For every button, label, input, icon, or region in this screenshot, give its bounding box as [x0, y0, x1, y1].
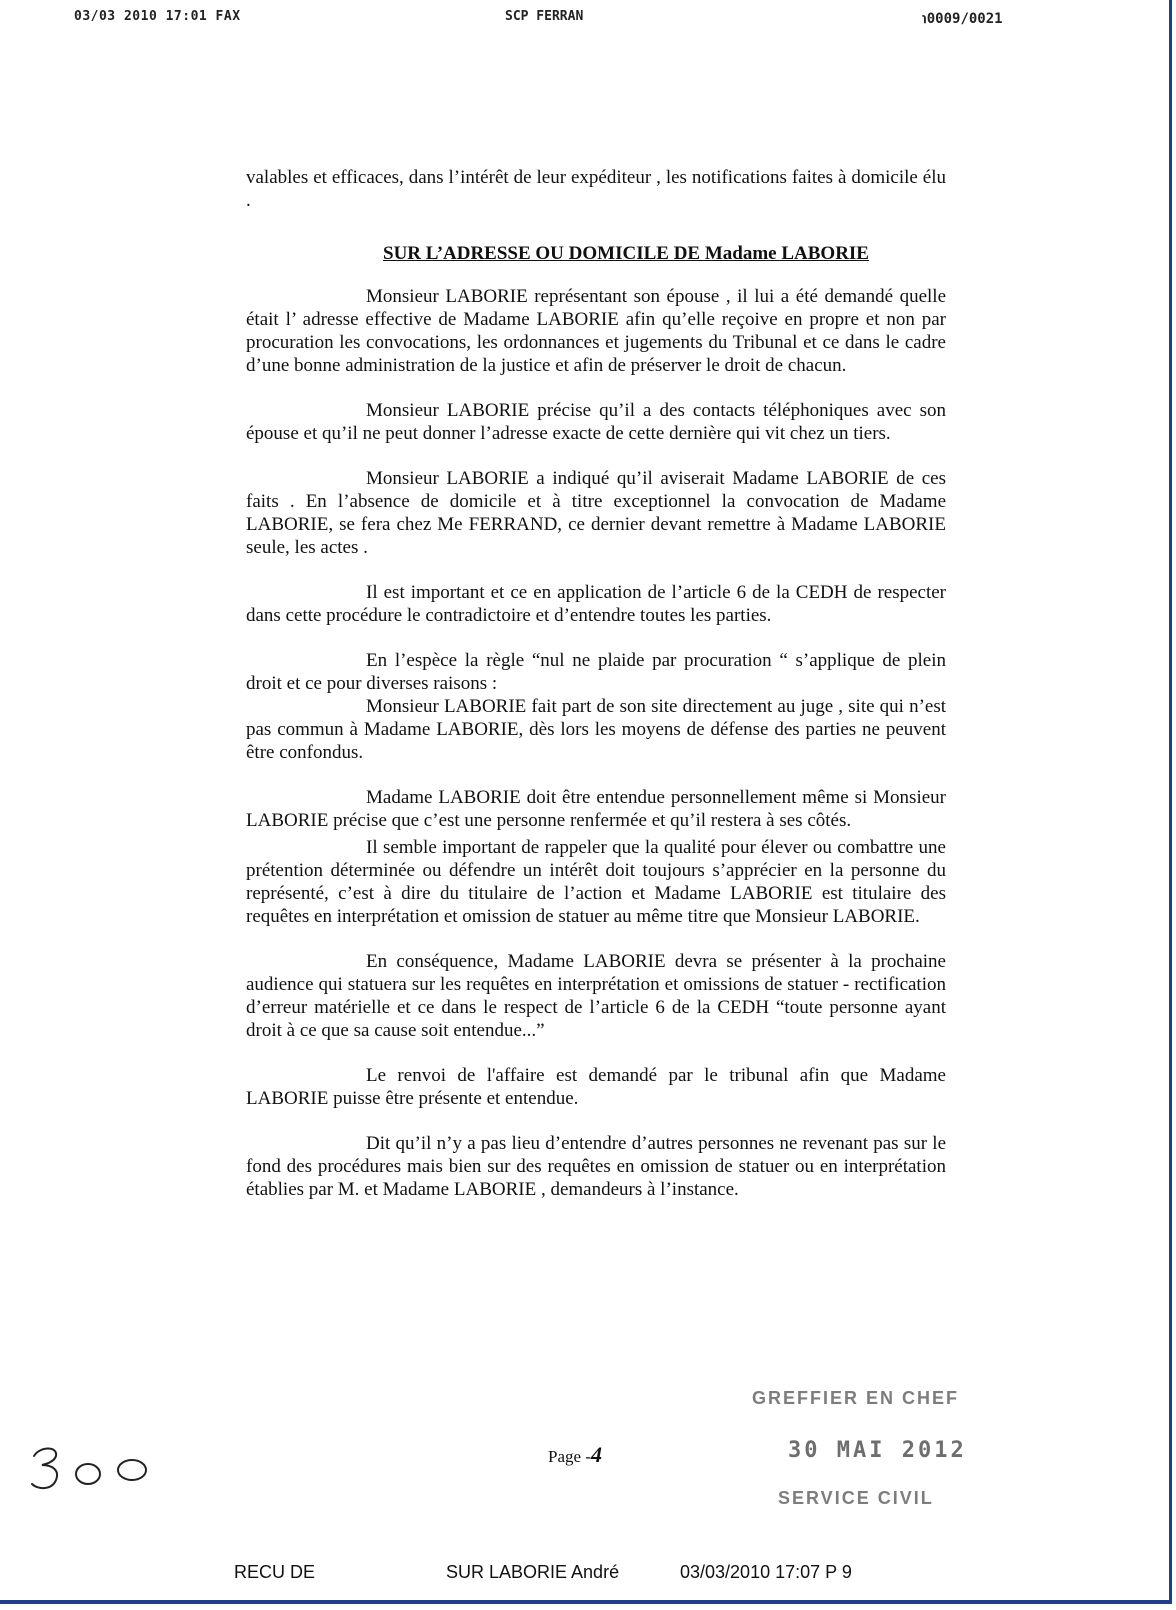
stamp-greffier: GREFFIER EN CHEF [752, 1388, 960, 1408]
section-heading: SUR L’ADRESSE OU DOMICILE DE Madame LABORIE [383, 243, 869, 264]
paragraph: Il est important et ce en application de l’article 6 de la CEDH de respecter dans cette procédure le contradictoire et d’entendre toutes les parties. [246, 582, 946, 626]
paragraph: En conséquence, Madame LABORIE devra se présenter à la prochaine audience qui statuera sur les requêtes en interprétation et omissions de statuer - rectification d’erreur matérielle et ce dans le respect de l’article 6 de la CEDH “toute personne ayant droit à ce que sa cause soit entendue...” [246, 951, 946, 1041]
paragraph: Il semble important de rappeler que la qualité pour élever ou combattre une prétention déterminée ou défendre un intérêt doit toujours s’apprécier en la personne du représenté, c’est à dire du titulaire de l’action et Madame LABORIE est titulaire des requêtes en interprétation et omission de statuer au même titre que Monsieur LABORIE. [246, 837, 946, 927]
footer-timestamp: 03/03/2010 17:07 P 9 [680, 1562, 852, 1582]
footer-sender: SUR LABORIE André [446, 1562, 620, 1582]
footer-recu: RECU DE [234, 1562, 316, 1582]
document-body [246, 166, 946, 1201]
paragraph-continuation: valables et efficaces, dans l’intérêt de leur expéditeur , les notifications faites à domicile élu . [246, 167, 946, 211]
fax-header-center: SCP FERRAN [505, 9, 584, 24]
stamp-date: 30 MAI 2012 [788, 1438, 967, 1463]
paragraph: Monsieur LABORIE fait part de son site directement au juge , site qui n’est pas commun à Madame LABORIE, dès lors les moyens de défense des parties ne peuvent être confondus. [246, 696, 946, 763]
fax-header-left: 03/03 2010 17:01 FAX [74, 9, 241, 24]
paragraph: Monsieur LABORIE représentant son épouse , il lui a été demandé quelle était l’ adresse effective de Madame LABORIE afin qu’elle reçoive en propre et non par procuration les convocations, les ordonnances et jugements du Tribunal et ce dans le cadre d’une bonne administration de la justice et afin de préserver le droit de chacun. [246, 286, 946, 376]
stamp-service: SERVICE CIVIL [778, 1488, 934, 1508]
paragraph: En l’espèce la règle “nul ne plaide par procuration “ s’applique de plein droit et ce pour diverses raisons : [246, 650, 946, 694]
page-number [548, 1442, 602, 1468]
paragraph: Dit qu’il n’y a pas lieu d’entendre d’autres personnes ne revenant pas sur le fond des procédures mais bien sur des requêtes en omission de statuer ou en interprétation établies par M. et Madame LABORIE , demandeurs à l’instance. [246, 1133, 946, 1200]
paragraph: Madame LABORIE doit être entendue personnellement même si Monsieur LABORIE précise que c’est une personne renfermée et qu’il restera à ses côtés. [246, 787, 946, 831]
handwritten-number [28, 1440, 168, 1500]
page-number-value: 4 [590, 1442, 602, 1467]
paragraph: Monsieur LABORIE précise qu’il a des contacts téléphoniques avec son épouse et qu’il ne peut donner l’adresse exacte de cette dernière qui vit chez un tiers. [246, 400, 946, 444]
paragraph: Le renvoi de l'affaire est demandé par le tribunal afin que Madame LABORIE puisse être présente et entendue. [246, 1065, 946, 1109]
paragraph: Monsieur LABORIE a indiqué qu’il aviserait Madame LABORIE de ces faits . En l’absence de domicile et à titre exceptionnel la convocation de Madame LABORIE, se fera chez Me FERRAND, ce dernier devant remettre à Madame LABORIE seule, les actes . [246, 468, 946, 558]
fax-header-right: ℩0009/0021 [922, 11, 1003, 27]
page-label: Page - [548, 1447, 591, 1466]
